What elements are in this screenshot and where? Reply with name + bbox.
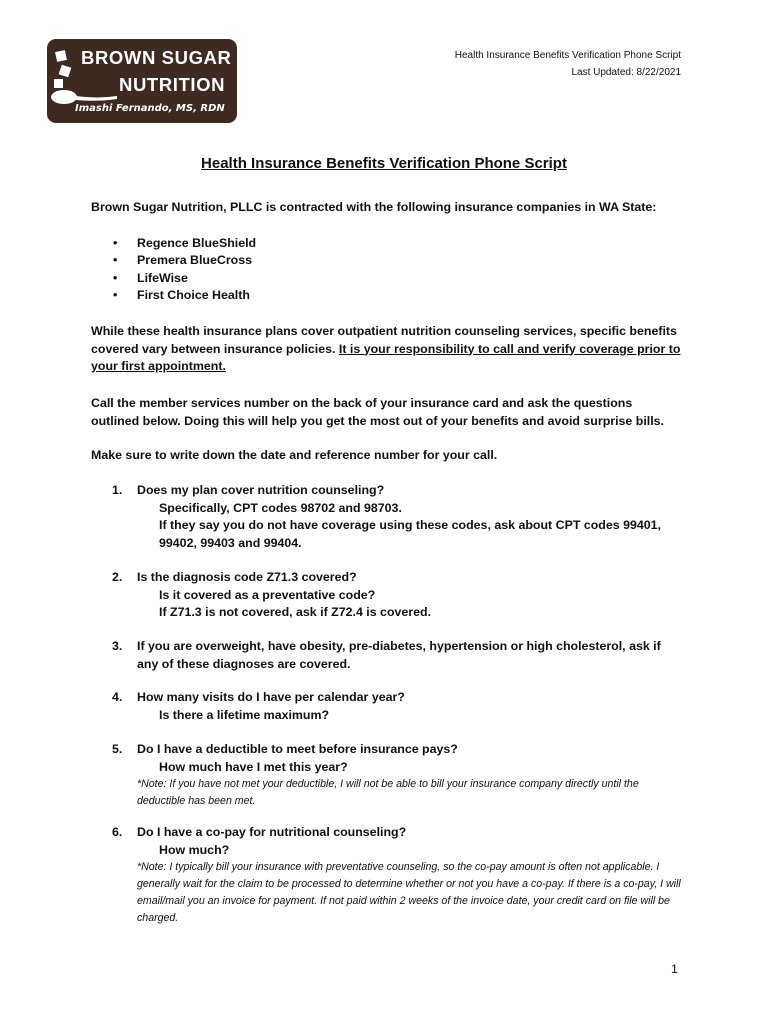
logo-line-brown-sugar: BROWN SUGAR xyxy=(81,47,232,68)
coverage-text: While these health insurance plans cover outpatient nutrition counseling services, specific benefits covered vary between insurance policies. xyxy=(91,324,677,356)
question-number: 3. xyxy=(112,639,123,653)
page-title: Health Insurance Benefits Verification Phone Script xyxy=(201,155,567,172)
question-text: Is the diagnosis code Z71.3 covered? xyxy=(137,570,357,584)
question-1 xyxy=(112,482,682,552)
question-number: 4. xyxy=(112,690,123,704)
page-number: 1 xyxy=(671,962,678,976)
question-number: 1. xyxy=(112,483,123,497)
coverage-paragraph xyxy=(91,323,681,376)
question-number: 2. xyxy=(112,570,123,584)
question-4 xyxy=(112,689,682,724)
question-number: 5. xyxy=(112,742,123,756)
question-2 xyxy=(112,569,682,622)
question-sub: If Z71.3 is not covered, ask if Z72.4 is covered. xyxy=(159,605,432,619)
insurance-company-list xyxy=(113,235,256,304)
question-text: How many visits do I have per calendar year? xyxy=(137,690,405,704)
question-sub: Specifically, CPT codes 98702 and 98703. xyxy=(159,500,402,515)
question-sub: If they say you do not have coverage using these codes, ask about CPT codes 99401, 99402, 99403 and 99404. xyxy=(159,518,661,550)
header-doc-title: Health Insurance Benefits Verification Phone Script xyxy=(454,50,681,61)
question-number: 6. xyxy=(112,825,123,839)
list-item: • LifeWise xyxy=(113,270,256,287)
coverage-emphasis: It is your responsibility to call and verify coverage prior to your first appointment. xyxy=(91,341,681,373)
reminder-paragraph: Make sure to write down the date and reference number for your call. xyxy=(91,448,498,462)
question-5 xyxy=(112,741,682,810)
list-item: • First Choice Health xyxy=(113,287,256,304)
header-meta xyxy=(455,47,681,81)
question-sub: Is it covered as a preventative code? xyxy=(159,587,376,602)
question-note: *Note: If you have not met your deductible, I will not be able to bill your insurance company directly until the deductible has been met. xyxy=(137,778,639,807)
question-text: Do I have a co-pay for nutritional counseling? xyxy=(137,825,407,839)
question-text: Do I have a deductible to meet before insurance pays? xyxy=(137,742,458,756)
header-last-updated: Last Updated: 8/22/2021 xyxy=(571,67,681,78)
question-6 xyxy=(112,824,682,927)
brand-logo xyxy=(47,39,237,123)
question-sub: Is there a lifetime maximum? xyxy=(159,707,330,722)
question-text: Does my plan cover nutrition counseling? xyxy=(137,483,385,497)
call-instructions-paragraph: Call the member services number on the back of your insurance card and ask the questions outlined below. Doing this will help you get the most out of your benefits and avoid surprise bills. xyxy=(91,396,664,428)
question-text: If you are overweight, have obesity, pre-diabetes, hypertension or high cholesterol, ask if any of these diagnoses are covered. xyxy=(137,639,661,671)
question-note: *Note: I typically bill your insurance with preventative counseling, so the co-pay amount is often not applicable. I generally wait for the claim to be processed to determine whether or not you have a co-pay. If there is a co-pay, I will email/mail you an invoice for payment. If not paid within 2 weeks of the invoice date, your credit card on file will be charged. xyxy=(137,861,681,924)
list-item: • Premera BlueCross xyxy=(113,252,256,269)
logo-tagline: Imashi Fernando, MS, RDN xyxy=(75,103,225,114)
list-item: • Regence BlueShield xyxy=(113,235,256,252)
intro-paragraph: Brown Sugar Nutrition, PLLC is contracted with the following insurance companies in WA State: xyxy=(91,200,657,214)
question-3 xyxy=(112,638,682,673)
logo-line-nutrition: NUTRITION xyxy=(119,74,226,95)
question-sub: How much? xyxy=(159,842,230,857)
question-sub: How much have I met this year? xyxy=(159,759,348,774)
